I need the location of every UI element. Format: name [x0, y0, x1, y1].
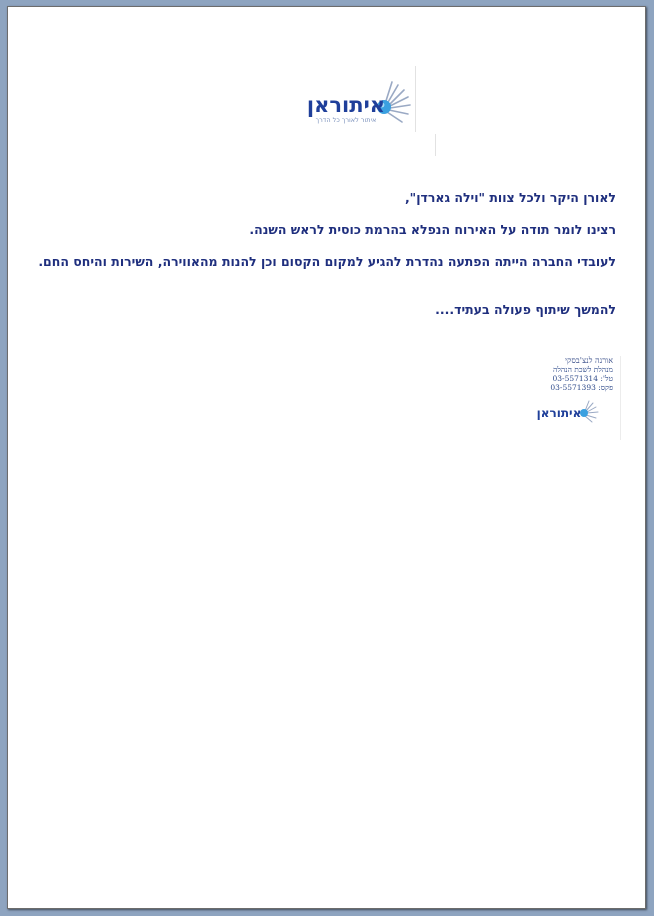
logo-tagline: איתור לאורך כל הדרך [315, 116, 377, 124]
logo-divider [435, 134, 436, 156]
signature-title: מנהלת לשכת הנהלה [553, 365, 613, 374]
letter-thanks: רצינו לומר תודה על האירוח הנפלא בהרמת כוסית לראש השנה. [249, 222, 616, 237]
signature-name: אורנה לנצ'בסקי [564, 356, 613, 365]
logo-wordmark: איתוראן [306, 93, 386, 117]
signature-fax: פקס: 03-5571393 [550, 383, 613, 392]
signature-logo-wordmark: איתוראן [536, 406, 582, 420]
signature-block [527, 356, 613, 436]
ituran-logo [288, 72, 423, 130]
letter-greeting: לאורן היקר ולכל צוות "וילה גארדן", [404, 190, 616, 205]
signature-phone: טל': 03-5571314 [552, 374, 613, 383]
letter-closing: להמשך שיתוף פעולה בעתיד.... [435, 302, 616, 317]
letter-surprise: לעובדי החברה הייתה הפתעה נהדרת להגיע למקום הקסום וכן להנות מהאווירה, השירות והיחס החם. [38, 254, 616, 269]
signature-logo [535, 398, 601, 424]
signature-divider [620, 356, 621, 440]
document-page [7, 6, 646, 909]
